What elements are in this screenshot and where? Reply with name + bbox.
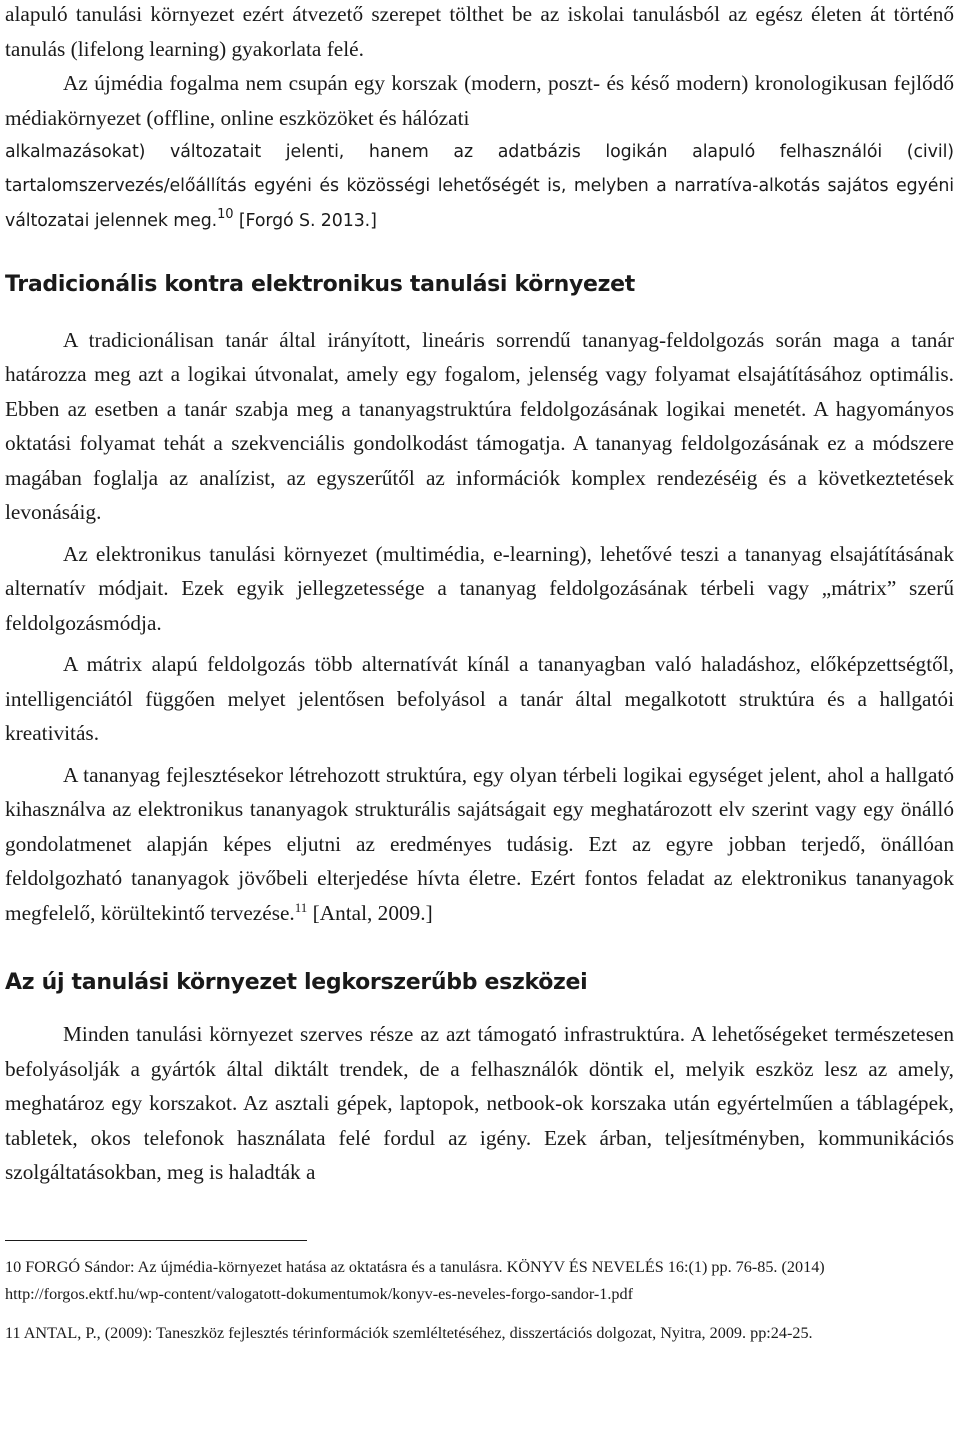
footnote-separator [5, 1240, 307, 1241]
paragraph-tradicionalis: A tradicionálisan tanár által irányított, lineáris sorrendű tananyag-feldolgozás során maga a tanár határozza meg azt a logikai útvonalat, amely egy fogalom, jelenség vagy folyamat elsajátításához optimális. Ebben az esetben a tanár szabja meg a tananyagstruktúra feldolgozásának logikai menetét. A hagyományos oktatási folyamat tehát a szekvenciális gondolkodást támogatja. A tananyag feldolgozásának ez a módszere magában foglalja az analízist, az egyszerűtől az információk komplex rendezéséig és a következtetések levonásáig. [5, 327, 954, 525]
document-page [5, 0, 954, 1346]
paragraph-fejlesztes-text: A tananyag fejlesztésekor létrehozott struktúra, egy olyan térbeli logikai egységet jelent, ahol a hallgató kihasználva az elektronikus tananyagok strukturális sajátságait egy meghatározott elv szerint vagy egy önálló gondolatmenet alapján képes eljutni az eredményes tudásig. Ezt az egyre jobban terjedő, önállóan feldolgozható tananyagok jövőbeli elterjedése hívta életre. Ezért fontos feladat az elektronikus tananyagok megfelelő, körültekintő tervezése. [5, 762, 954, 925]
section-heading-eszkozok: Az új tanulási környezet legkorszerűbb eszközei [5, 970, 588, 996]
intro-paragraph-fragment: alapuló tanulási környezet ezért átvezető szerepet tölthet be az iskolai tanulásból az egész életen át történő tanulás (lifelong learning) gyakorlata felé. [5, 2, 954, 61]
footnote-ref-10[interactable]: 10 [217, 206, 234, 222]
ujmedia-paragraph-part-2 [5, 135, 954, 238]
paragraph-elektronikus: Az elektronikus tanulási környezet (multimédia, e-learning), lehetővé teszi a tananyag elsajátításának alternatív módjait. Ezek egyik jellegzetessége a tananyag feldolgozásának térbeli vagy „mátrix” szerű feldolgozásmódja. [5, 541, 954, 635]
footnote-ref-11[interactable]: 11 [294, 899, 308, 915]
ujmedia-paragraph-part-1: Az újmédia fogalma nem csupán egy korszak (modern, poszt- és késő modern) kronologikusan fejlődő médiakörnyezet (offline, online eszközöket és hálózati [5, 71, 954, 130]
citation-forgo: [Forgó S. 2013.] [233, 210, 377, 231]
footnote-10-url[interactable]: http://forgos.ektf.hu/wp-content/valogatott-dokumentumok/konyv-es-neveles-forgo-sandor-1.pdf [5, 1285, 634, 1304]
paragraph-fejlesztes [5, 758, 954, 931]
footnote-11: 11 ANTAL, P., (2009): Taneszköz fejlesztés térinformációk szemléltetéséhez, disszertációs dolgozat, Nyitra, 2009. pp:24-25. [5, 1324, 813, 1343]
section-heading-tradicionalis: Tradicionális kontra elektronikus tanulási környezet [5, 271, 635, 297]
footnote-10: 10 FORGÓ Sándor: Az újmédia-környezet hatása az oktatásra és a tanulásra. KÖNYV ÉS NEVELÉS 16:(1) pp. 76-85. (2014) [5, 1257, 825, 1276]
ujmedia-paragraph-text: alkalmazásokat) változatait jelenti, hanem az adatbázis logikán alapuló felhasználói (civil) tartalomszervezés/előállítás egyéni és közösségi lehetőségét is, melyben a narratíva-alkotás sajátos egyéni változatai jelennek meg. [5, 142, 954, 231]
paragraph-matrix: A mátrix alapú feldolgozás több alternatívát kínál a tananyagban való haladáshoz, előképzettségtől, intelligenciától függően melyet jelentősen befolyásol a tanár által megalkotott struktúra és a hallgatói kreativitás. [5, 652, 954, 746]
citation-antal: [Antal, 2009.] [307, 900, 433, 925]
paragraph-eszkozok: Minden tanulási környezet szerves része az azt támogató infrastruktúra. A lehetőségeket természetesen befolyásolják a gyártók által diktált trendek, de a felhasználók döntik el, melyik eszköz lesz az amely, meghatároz egy korszakot. Az asztali gépek, laptopok, netbook-ok korszaka után egyértelműen a táblagépek, tabletek, okos telefonok használata felé fordul az igény. Ezek árban, teljesítményben, kommunikációs szolgáltatásokban, meg is haladták a [5, 1022, 954, 1185]
